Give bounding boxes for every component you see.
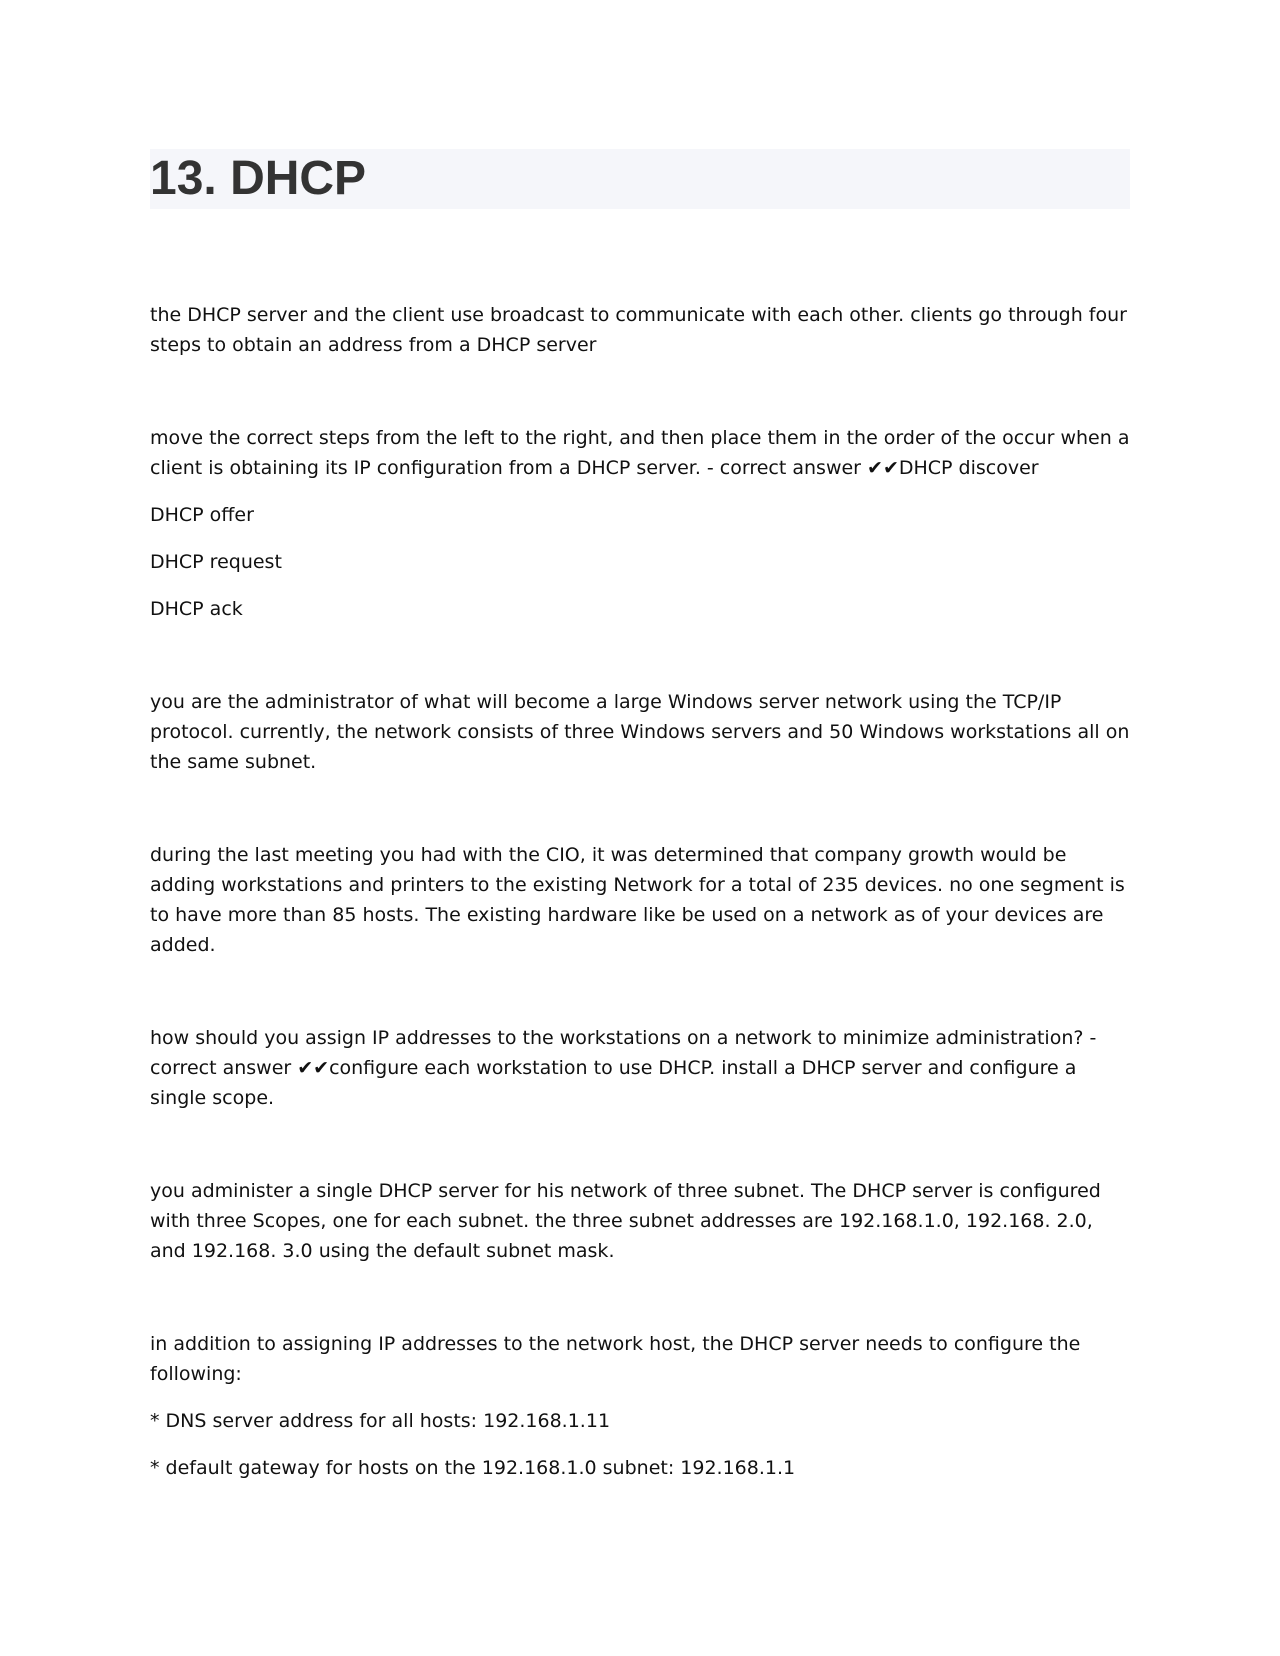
paragraph-config-requirements: in addition to assigning IP addresses to the network host, the DHCP server needs to configure the following: — [150, 1333, 1081, 1385]
paragraph-gateway-item: * default gateway for hosts on the 192.168.1.0 subnet: 192.168.1.1 — [150, 1457, 796, 1479]
paragraph-scenario-growth: during the last meeting you had with the CIO, it was determined that company growth would be adding workstations and printers to the existing Network for a total of 235 devices. no one segment is to have more than 85 hosts. The existing hardware like be used on a network as of your devices are added. — [150, 844, 1125, 956]
paragraph-step-request: DHCP request — [150, 551, 282, 573]
paragraph-step-offer: DHCP offer — [150, 504, 254, 526]
paragraph-scenario-admin: you are the administrator of what will become a large Windows server network using the TCP/IP protocol. currently, the network consists of three Windows servers and 50 Windows workstations all on the same subnet. — [150, 691, 1130, 773]
paragraph-step-ack: DHCP ack — [150, 598, 243, 620]
document-body — [150, 300, 1130, 1483]
paragraph-intro: the DHCP server and the client use broadcast to communicate with each other. clients go through four steps to obtain an address from a DHCP server — [150, 304, 1127, 356]
paragraph-scenario-subnets: you administer a single DHCP server for his network of three subnet. The DHCP server is configured with three Scopes, one for each subnet. the three subnet addresses are 192.168.1.0, 192.168. 2.0, and 192.168. 3.0 using the default subnet mask. — [150, 1180, 1101, 1262]
paragraph-question-steps: move the correct steps from the left to the right, and then place them in the order of the occur when a client is obtaining its IP configuration from a DHCP server. - correct answer ✔✔DHCP discover — [150, 427, 1130, 479]
page-title: 13. DHCP — [150, 152, 367, 205]
paragraph-question-assign: how should you assign IP addresses to the workstations on a network to minimize administration? - correct answer ✔✔configure each workstation to use DHCP. install a DHCP server and configure a single scope. — [150, 1027, 1097, 1109]
paragraph-dns-item: * DNS server address for all hosts: 192.168.1.11 — [150, 1410, 611, 1432]
